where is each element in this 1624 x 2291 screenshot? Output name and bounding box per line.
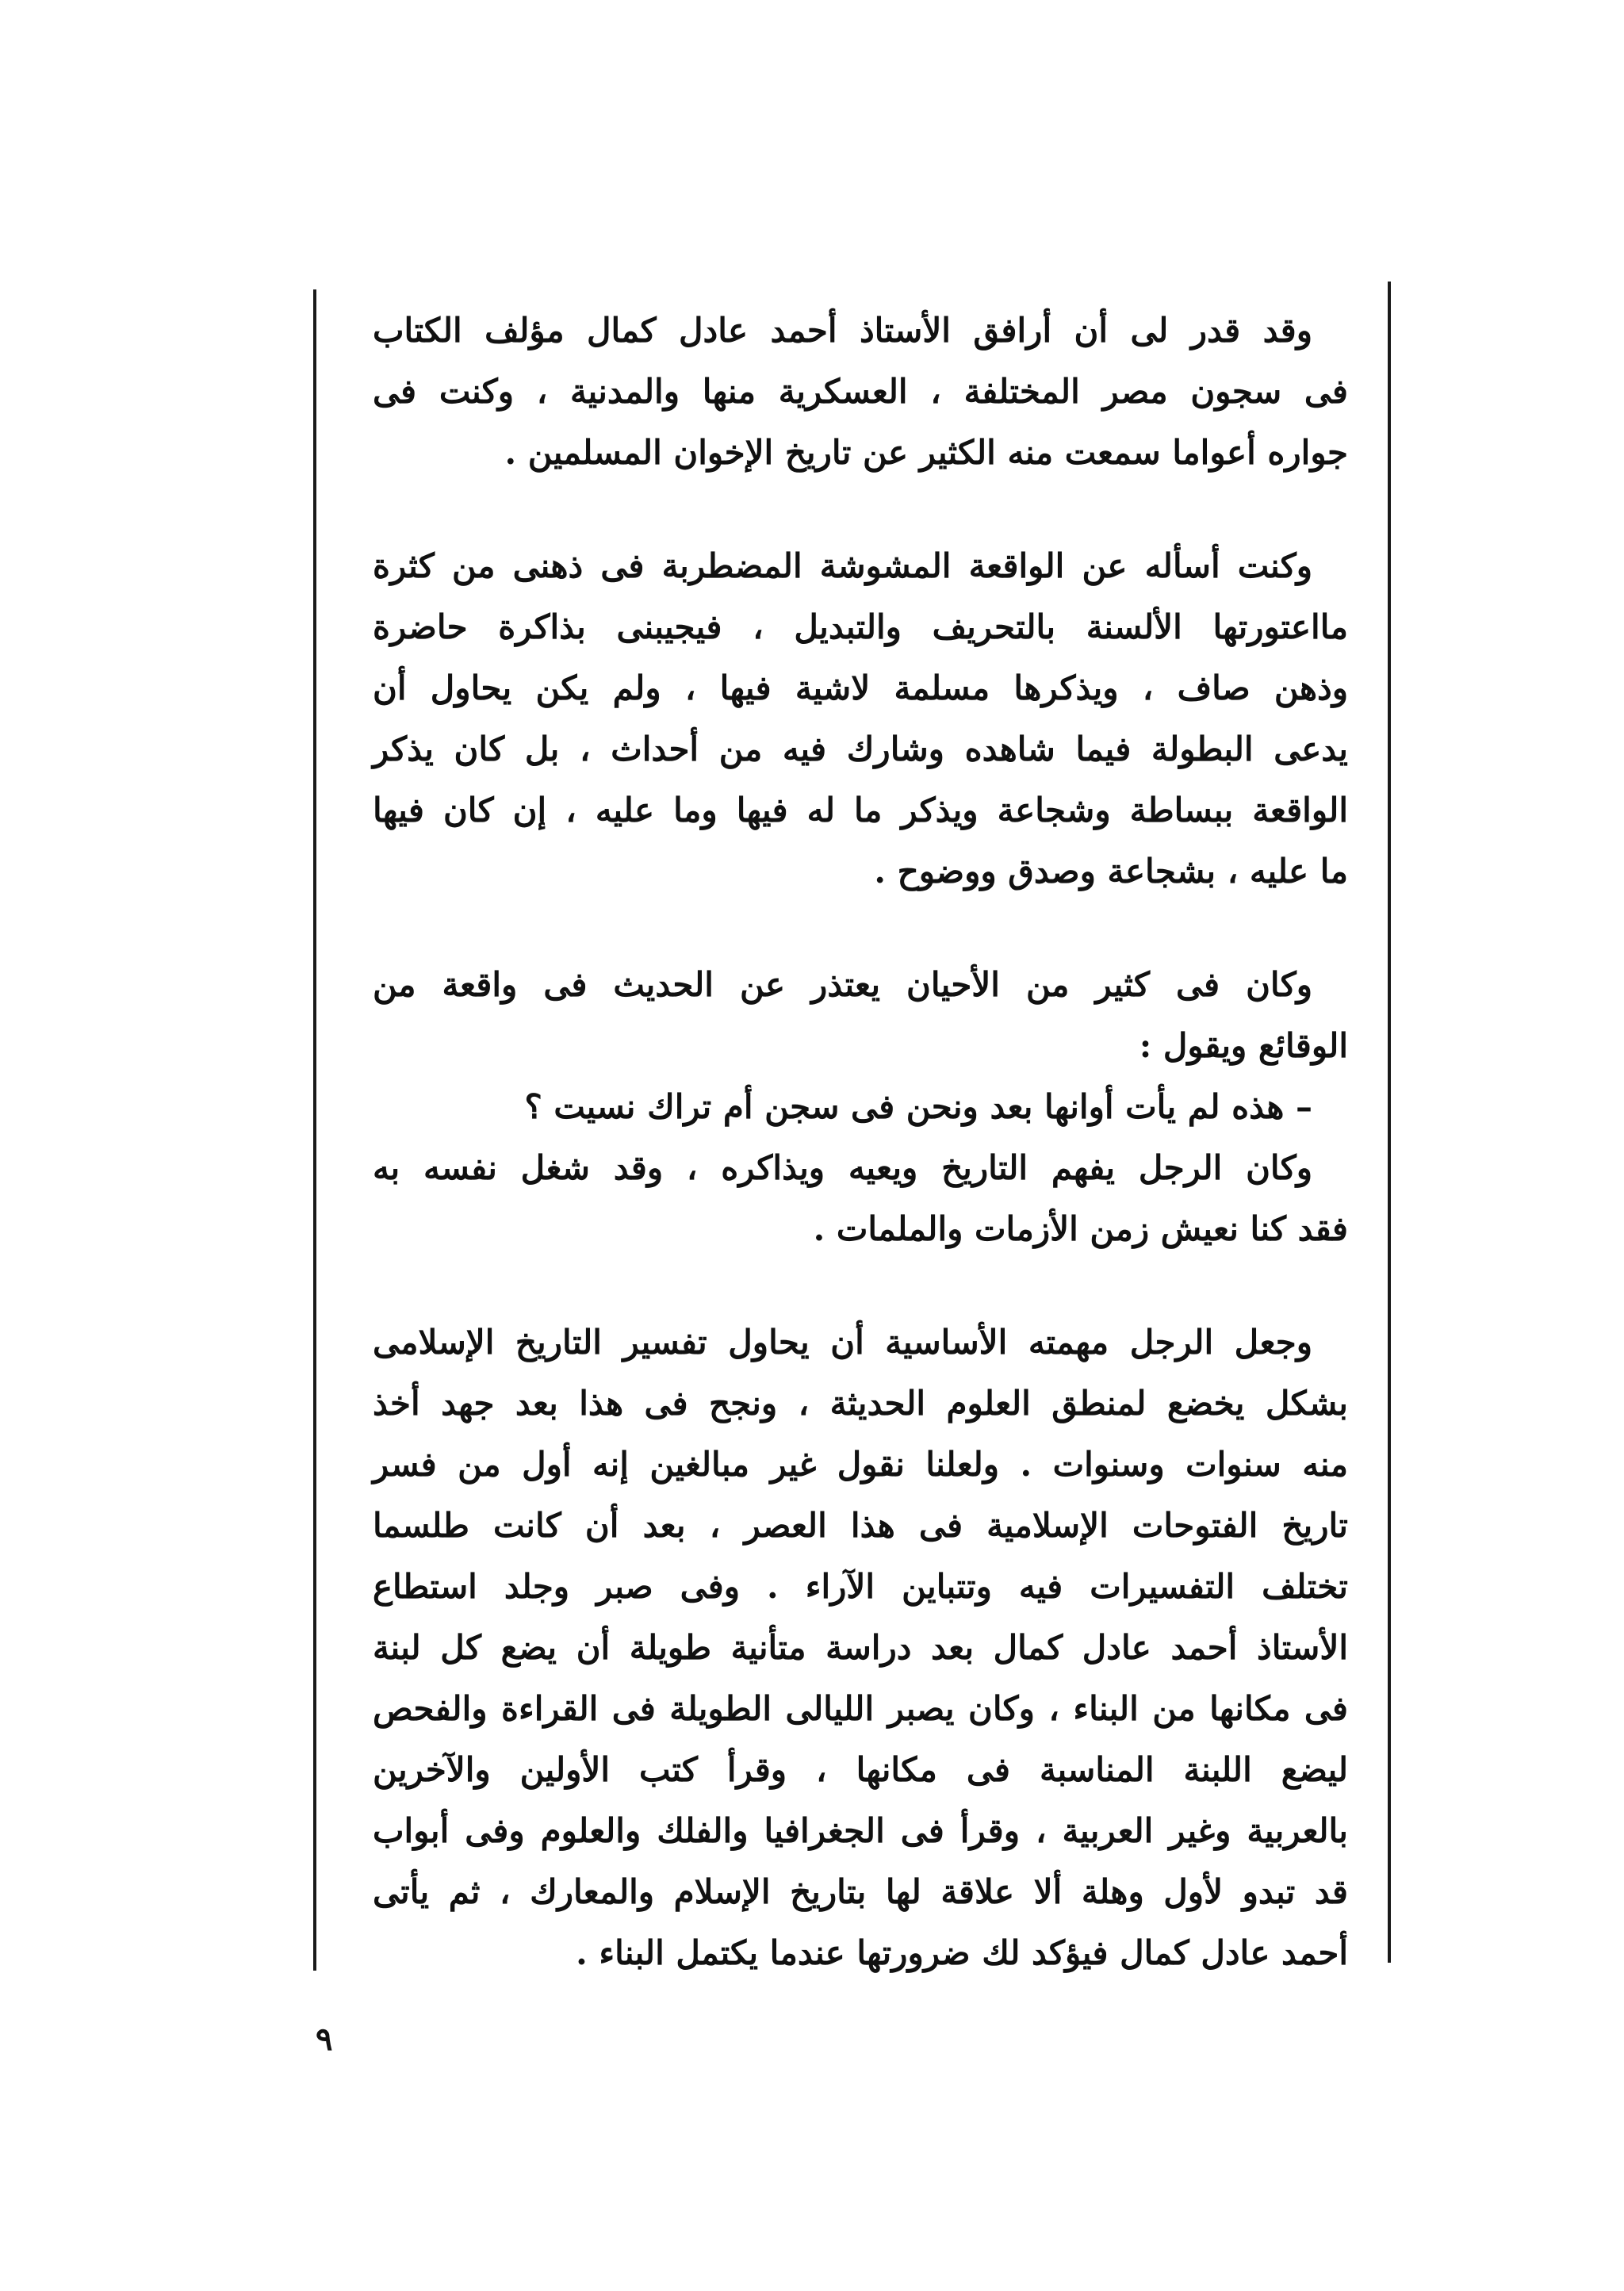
paragraph-1	[373, 300, 1348, 483]
text-line: بالعربية وغير العربية ، وقرأ فى الجغرافيا والفلك والعلوم وفى أبواب	[373, 1811, 1348, 1850]
text-line: ما عليه ، بشجاعة وصدق ووضوح .	[874, 852, 1348, 891]
text-line: بشكل يخضع لمنطق العلوم الحديثة ، ونجح فى هذا بعد جهد أخذ	[373, 1384, 1348, 1423]
text-line: الوقائع ويقول :	[1139, 1026, 1348, 1065]
body-text	[373, 300, 1348, 1983]
paragraph-spacer	[373, 902, 1348, 954]
text-line: قد تبدو لأول وهلة ألا علاقة لها بتاريخ الإسلام والمعارك ، ثم يأتى	[373, 1872, 1348, 1911]
text-line: منه سنوات وسنوات . ولعلنا نقول غير مبالغين إنه أول من فسر	[373, 1445, 1348, 1484]
left-margin-rule	[313, 289, 316, 1971]
text-line: وكنت أسأله عن الواقعة المشوشة المضطربة فى ذهنى من كثرة	[373, 546, 1312, 585]
text-line: الواقعة ببساطة وشجاعة ويذكر ما له فيها وما عليه ، إن كان فيها	[373, 791, 1348, 829]
right-margin-rule	[1388, 282, 1391, 1963]
text-line: وقد قدر لى أن أرافق الأستاذ أحمد عادل كمال مؤلف الكتاب	[373, 311, 1312, 350]
text-line: جواره أعواما سمعت منه الكثير عن تاريخ الإخوان المسلمين .	[504, 433, 1348, 472]
paragraph-4	[373, 1312, 1348, 1983]
text-line: يدعى البطولة فيما شاهده وشارك فيه من أحداث ، بل كان يذكر	[373, 730, 1348, 768]
text-line: وكان فى كثير من الأحيان يعتذر عن الحديث فى واقعة من	[373, 965, 1312, 1004]
text-line: وجعل الرجل مهمته الأساسية أن يحاول تفسير التاريخ الإسلامى	[373, 1323, 1312, 1362]
text-line: وكان الرجل يفهم التاريخ ويعيه ويذاكره ، وقد شغل نفسه به	[373, 1148, 1312, 1187]
text-line: الأستاذ أحمد عادل كمال بعد دراسة متأنية طويلة أن يضع كل لبنة	[373, 1628, 1348, 1667]
text-line: فى مكانها من البناء ، وكان يصبر الليالى الطويلة فى القراءة والفحص	[373, 1689, 1348, 1728]
text-line: وذهن صاف ، ويذكرها مسلمة لاشية فيها ، ولم يكن يحاول أن	[373, 669, 1348, 707]
text-line: تختلف التفسيرات فيه وتتباين الآراء . وفى صبر وجلد استطاع	[373, 1567, 1348, 1606]
text-line: فى سجون مصر المختلفة ، العسكرية منها والمدنية ، وكنت فى	[373, 372, 1348, 411]
paragraph-spacer	[373, 1259, 1348, 1312]
dialogue-line: – هذه لم يأت أوانها بعد ونحن فى سجن أم تراك نسيت ؟	[524, 1087, 1312, 1126]
text-line: مااعتورتها الألسنة بالتحريف والتبديل ، فيجيبنى بذاكرة حاضرة	[373, 607, 1348, 646]
text-line: أحمد عادل كمال فيؤكد لك ضرورتها عندما يكتمل البناء .	[576, 1933, 1348, 1972]
paragraph-3	[373, 954, 1348, 1259]
text-line: تاريخ الفتوحات الإسلامية فى هذا العصر ، بعد أن كانت طلسما	[373, 1506, 1348, 1545]
text-line: فقد كنا نعيش زمن الأزمات والملمات .	[813, 1209, 1348, 1248]
paragraph-spacer	[373, 483, 1348, 535]
text-line: ليضع اللبنة المناسبة فى مكانها ، وقرأ كتب الأولين والآخرين	[373, 1750, 1348, 1789]
page-number: ٩	[316, 2021, 333, 2058]
paragraph-2	[373, 535, 1348, 902]
